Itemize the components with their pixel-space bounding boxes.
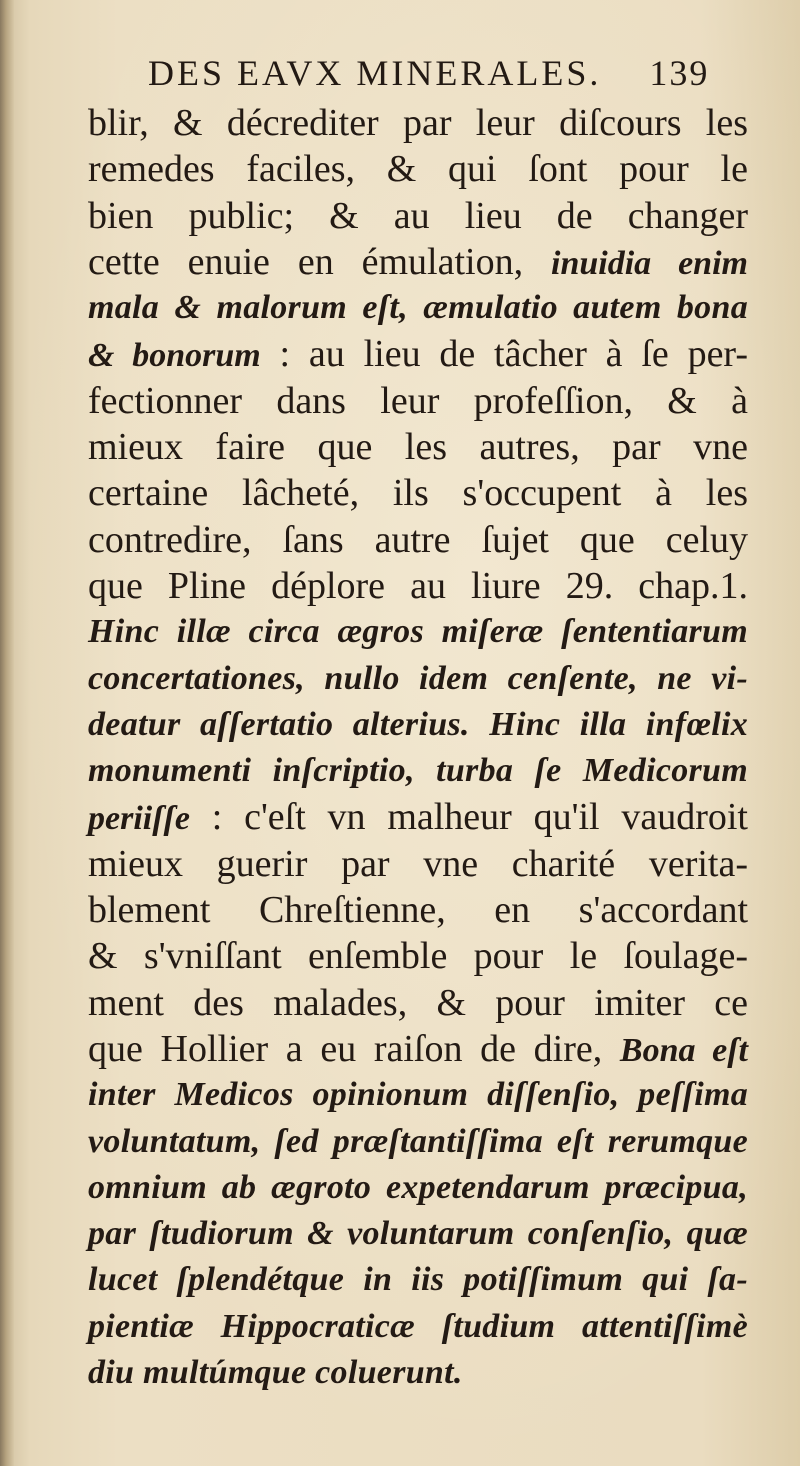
french-text: remedes faciles, & qui ſont pour le xyxy=(88,148,748,191)
text-line xyxy=(88,1211,748,1257)
french-text: blir, & décrediter par leur diſcours les xyxy=(88,102,748,144)
latin-quotation: lucet ſplendétque in iis potiſſimum qui ſa- xyxy=(88,1261,748,1299)
latin-quotation: voluntatum, ſed præſtantiſſima eſt rerumque xyxy=(88,1122,748,1160)
latin-quotation: inuidia enim xyxy=(551,244,748,282)
running-head xyxy=(148,52,748,96)
text-line xyxy=(88,100,748,146)
text-line xyxy=(88,1257,748,1303)
body-text xyxy=(88,100,748,1396)
text-line xyxy=(88,656,748,702)
french-text: cette enuie en émulation, xyxy=(88,240,552,283)
text-line xyxy=(88,702,748,748)
latin-quotation: inter Medicos opinionum diſſenſio, peſſima xyxy=(88,1076,748,1114)
text-line xyxy=(88,239,748,285)
text-line xyxy=(88,609,748,655)
french-text: que Pline déplore au liure 29. chap.1. xyxy=(88,564,748,607)
french-text: que Hollier a eu raiſon de dire, xyxy=(88,1027,620,1070)
text-line xyxy=(88,563,748,609)
text-line xyxy=(88,193,748,239)
french-text: certaine lâcheté, ils s'occupent à les xyxy=(88,472,748,515)
latin-quotation: monumenti inſcriptio, turba ſe Medicorum xyxy=(88,752,748,790)
text-line xyxy=(88,285,748,331)
french-text: mieux faire que les autres, par vne xyxy=(88,426,748,469)
text-line xyxy=(88,1165,748,1211)
text-line xyxy=(88,1350,748,1396)
text-line xyxy=(88,1304,748,1350)
text-line xyxy=(88,748,748,794)
text-line xyxy=(88,424,748,470)
latin-quotation: omnium ab ægroto expetendarum præcipua, xyxy=(88,1168,748,1206)
french-text: ment des malades, & pour imiter ce xyxy=(88,981,748,1024)
text-line xyxy=(88,1026,748,1072)
latin-quotation: Hinc illæ circa ægros miſeræ ſententiarum xyxy=(88,613,748,651)
latin-quotation: deatur aſſertatio alterius. Hinc illa infœlix xyxy=(88,705,748,743)
french-text: fectionner dans leur profeſſion, & à xyxy=(88,379,748,422)
text-line xyxy=(88,933,748,979)
latin-quotation: concertationes, nullo idem cenſente, ne vi- xyxy=(88,659,748,697)
french-text: mieux guerir par vne charité verita- xyxy=(88,842,748,885)
running-head-title: DES EAVX MINERALES. xyxy=(148,53,602,93)
latin-quotation: Bona eſt xyxy=(619,1031,748,1069)
latin-quotation: diu multúmque coluerunt. xyxy=(88,1354,463,1392)
text-line xyxy=(88,331,748,377)
latin-quotation: par ſtudiorum & voluntarum conſenſio, quæ xyxy=(88,1215,748,1253)
french-text: blement Chreſtienne, en s'accordant xyxy=(88,889,748,932)
text-line xyxy=(88,1119,748,1165)
latin-quotation: mala & malorum eſt, æmulatio autem bona xyxy=(88,289,748,327)
page-number: 139 xyxy=(649,53,710,93)
french-text: : au lieu de tâcher à ſe per- xyxy=(260,333,748,376)
french-text: contredire, ſans autre ſujet que celuy xyxy=(88,518,748,561)
text-line xyxy=(88,470,748,516)
french-text: : c'eſt vn malheur qu'il vaudroit xyxy=(189,796,748,839)
text-line xyxy=(88,794,748,840)
text-line xyxy=(88,980,748,1026)
french-text: bien public; & au lieu de changer xyxy=(88,194,748,237)
page-gutter xyxy=(0,0,14,1466)
text-line xyxy=(88,146,748,192)
french-text: & s'vniſſant enſemble pour le ſoulage- xyxy=(88,935,748,978)
text-line xyxy=(88,1072,748,1118)
text-line xyxy=(88,378,748,424)
text-line xyxy=(88,517,748,563)
latin-quotation: periiſſe xyxy=(88,800,190,838)
latin-quotation: & bonorum xyxy=(88,337,261,375)
text-line xyxy=(88,841,748,887)
latin-quotation: pientiæ Hippocraticæ ſtudium attentiſſimè xyxy=(88,1307,748,1345)
text-line xyxy=(88,887,748,933)
